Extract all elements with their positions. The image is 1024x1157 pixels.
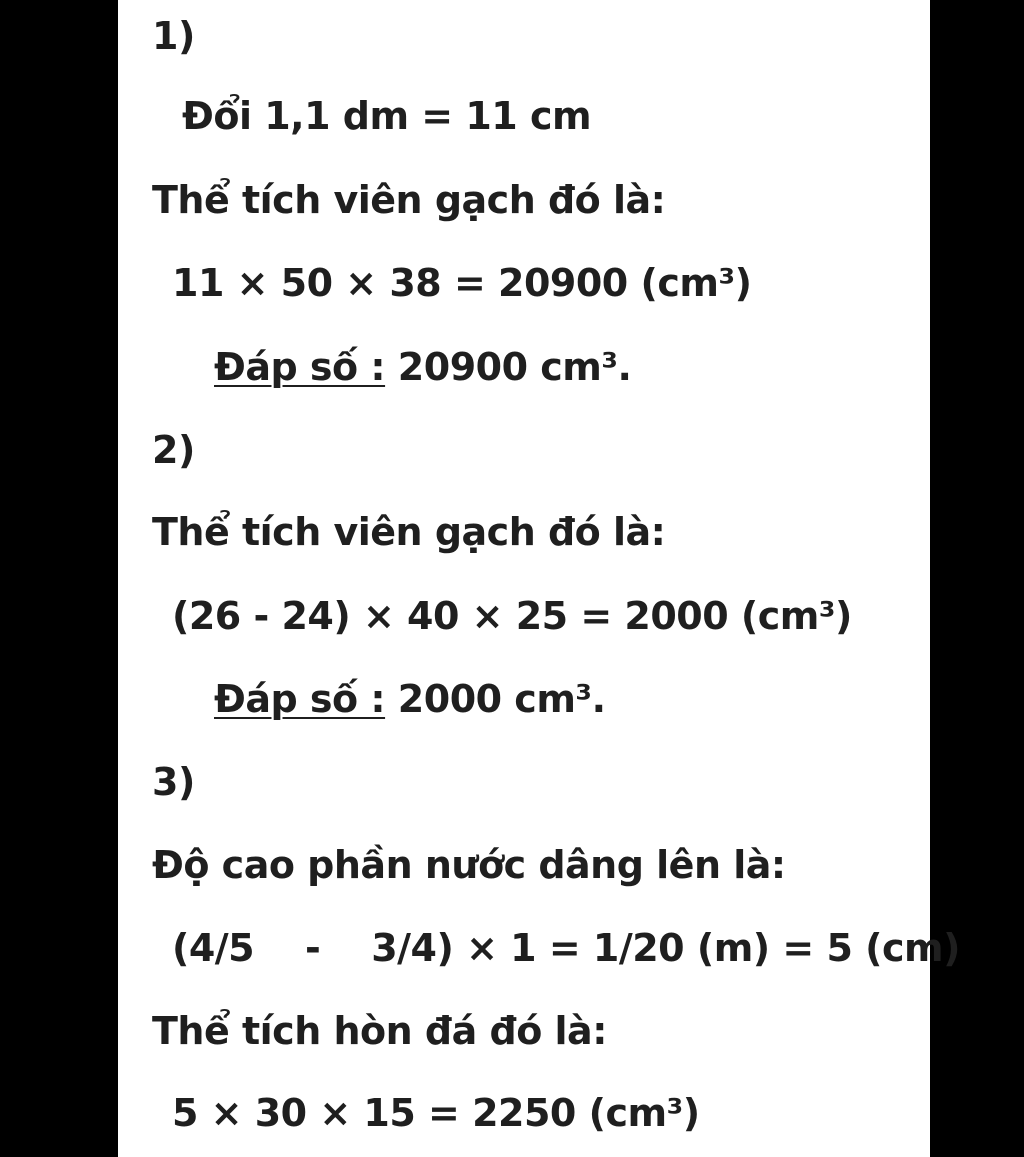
problem-3-volume-heading: Thể tích hòn đá đó là: [152,1009,607,1053]
problem-3-number: 3) [152,760,195,804]
problem-3-volume-calculation: 5 × 30 × 15 = 2250 (cm³) [172,1091,700,1135]
problem-2-calculation: (26 - 24) × 40 × 25 = 2000 (cm³) [172,594,852,638]
problem-3-height-heading: Độ cao phần nước dâng lên là: [152,843,786,887]
problem-3-height-calculation: (4/5 - 3/4) × 1 = 1/20 (m) = 5 (cm) [172,926,960,970]
problem-1-number: 1) [152,14,195,58]
answer-value: 20900 cm³. [385,345,632,389]
problem-1-heading: Thể tích viên gạch đó là: [152,178,666,222]
problem-1-conversion: Đổi 1,1 dm = 11 cm [182,94,592,138]
problem-1-answer [214,345,631,389]
problem-2-heading: Thể tích viên gạch đó là: [152,510,666,554]
problem-1-calculation: 11 × 50 × 38 = 20900 (cm³) [172,261,752,305]
solution-page [118,0,960,1157]
problem-2-number: 2) [152,428,195,472]
answer-label: Đáp số : [214,677,386,721]
problem-2-answer [214,677,606,721]
answer-label: Đáp số : [214,345,386,389]
answer-value: 2000 cm³. [385,677,606,721]
